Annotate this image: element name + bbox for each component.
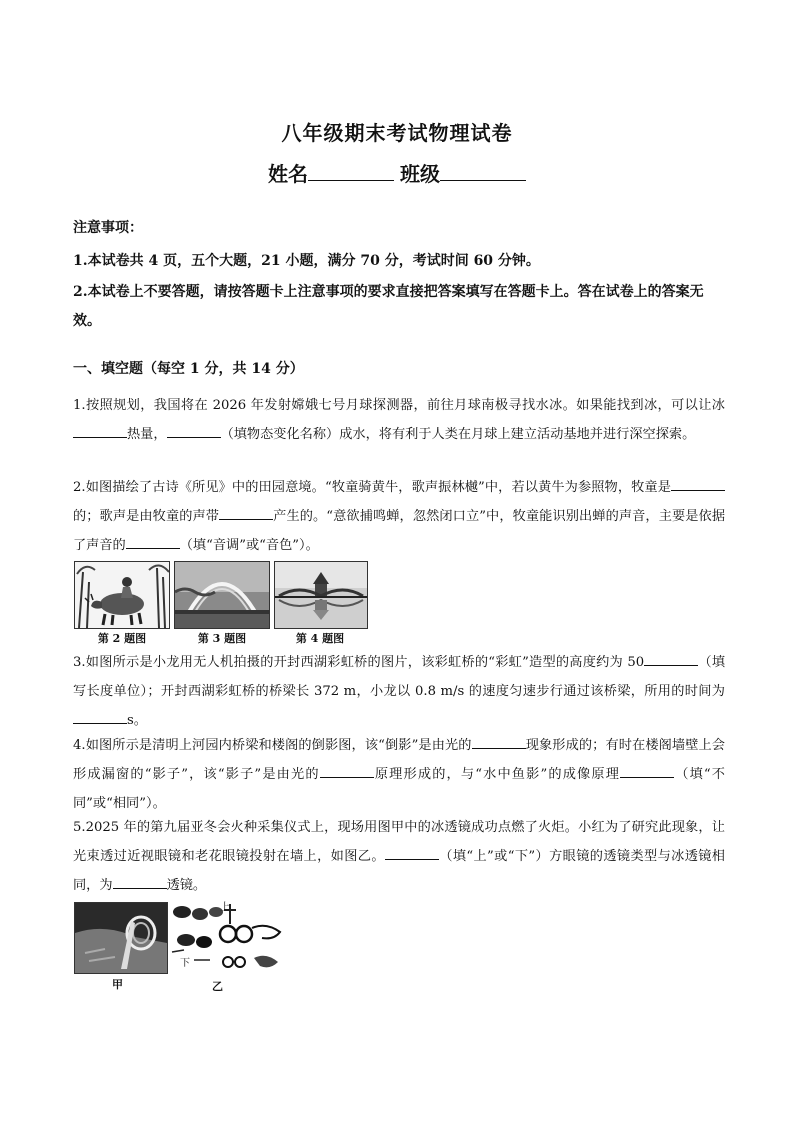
q4-text-c: 原理形成的，与“水中鱼影”的成像原理 xyxy=(373,767,621,782)
q3-text-b: （填写长度单位）；开封西湖彩虹桥的桥梁长 372 m，小龙以 0.8 m/s 的速度匀速步行通过该桥梁，所用的时间为 xyxy=(73,655,726,699)
figure-ice-lens xyxy=(74,902,168,974)
q5-text-c: 透镜。 xyxy=(166,878,207,893)
class-blank[interactable] xyxy=(440,160,526,181)
answer-blank[interactable] xyxy=(73,424,127,438)
answer-blank[interactable] xyxy=(385,846,439,860)
label-xia: 下 xyxy=(180,958,190,969)
figure-cowherd-ox xyxy=(74,561,170,629)
q3-text-a: 3.如图所示是小龙用无人机拍摄的开封西湖彩虹桥的图片，该彩虹桥的“彩虹”造型的高度约为 50 xyxy=(73,655,645,670)
figure-rainbow-bridge xyxy=(174,561,270,629)
notice-item-1: 1.本试卷共 4 页，五个大题，21 小题，满分 70 分，考试时间 60 分钟。 xyxy=(73,253,540,269)
notice-heading: 注意事项： xyxy=(73,220,143,236)
answer-blank[interactable] xyxy=(167,424,221,438)
q2-text-a: 2.如图描绘了古诗《所见》中的田园意境。“牧童骑黄牛，歌声振林樾”中，若以黄牛为参照物，牧童是 xyxy=(73,480,671,495)
q1-text-a: 1.按照规划，我国将在 2026 年发射嫦娥七号月球探测器，前往月球南极寻找水冰。如果能找到冰，可以让冰 xyxy=(73,398,725,413)
class-label: 班级 xyxy=(400,162,440,186)
figure-caption-q4: 第 4 题图 xyxy=(295,632,345,645)
name-class-row xyxy=(0,158,794,187)
q5-text-a: 5.2025 年的第九届亚冬会火种采集仪式上，现场用图甲中的冰透镜成功点燃了火炬。小红为了研究此现象，让光束透过近视眼镜和老花眼镜投射在墙上，如图乙。 xyxy=(73,820,725,864)
q4-text-b: 现象形成的；有时在楼阁墙壁上会形成漏窗的“影子”，该“影子”是由光的 xyxy=(73,738,725,782)
label-shang: 上 xyxy=(220,902,230,913)
figures-row-q2-q4 xyxy=(74,561,374,647)
q2-text-c: 产生的。“意欲捕鸣蝉，忽然闭口立”中，牧童能识别出蝉的声音，主要是依据了声音的 xyxy=(73,509,726,553)
figures-row-q5 xyxy=(74,902,294,997)
question-2 xyxy=(73,473,725,560)
q2-text-b: 的；歌声是由牧童的声带 xyxy=(73,509,220,524)
ice-lens-photo xyxy=(75,903,167,973)
answer-blank[interactable] xyxy=(113,875,167,889)
question-3 xyxy=(73,648,725,735)
answer-blank[interactable] xyxy=(472,735,526,749)
answer-blank[interactable] xyxy=(219,506,273,520)
q1-text-c: （填物态变化名称）成水，将有利于人类在月球上建立活动基地并进行深空探索。 xyxy=(220,427,696,442)
pavilion-reflection-photo xyxy=(275,562,367,628)
q4-text-d: （填“不同”或“相同”）。 xyxy=(73,767,725,811)
rainbow-bridge-photo xyxy=(175,562,269,628)
figure-glasses-projection xyxy=(170,902,286,974)
figure-caption-yi: 乙 xyxy=(212,980,223,993)
figure-caption-q3: 第 3 题图 xyxy=(197,632,247,645)
q3-text-c: s。 xyxy=(127,713,147,728)
figure-reflection-pavilion xyxy=(274,561,368,629)
answer-blank[interactable] xyxy=(671,477,725,491)
q4-text-a: 4.如图所示是清明上河园内桥梁和楼阁的倒影图，该“倒影”是由光的 xyxy=(73,738,472,753)
name-blank[interactable] xyxy=(308,160,394,181)
question-4 xyxy=(73,731,725,818)
question-1 xyxy=(73,391,725,449)
answer-blank[interactable] xyxy=(620,764,674,778)
answer-blank[interactable] xyxy=(320,764,374,778)
figure-caption-q2: 第 2 题图 xyxy=(97,632,147,645)
question-5 xyxy=(73,813,725,900)
q2-text-d: （填“音调”或“音色”）。 xyxy=(179,538,319,553)
notice-item-2: 2.本试卷上不要答题，请按答题卡上注意事项的要求直接把答案填写在答题卡上。答在试卷上的答案无效。 xyxy=(73,284,704,329)
answer-blank[interactable] xyxy=(644,652,698,666)
section-heading-fill-in: 一、填空题（每空 1 分，共 14 分） xyxy=(73,361,304,377)
answer-blank[interactable] xyxy=(126,535,180,549)
figure-caption-jia: 甲 xyxy=(112,978,123,991)
answer-blank[interactable] xyxy=(73,710,127,724)
name-label: 姓名 xyxy=(268,162,308,186)
cowherd-ox-illustration xyxy=(75,562,169,628)
q5-text-b: （填“上”或“下”）方眼镜的透镜类型与冰透镜相同，为 xyxy=(73,849,725,893)
q1-text-b: 热量， xyxy=(127,427,167,442)
page-title: 八年级期末考试物理试卷 xyxy=(281,121,513,145)
